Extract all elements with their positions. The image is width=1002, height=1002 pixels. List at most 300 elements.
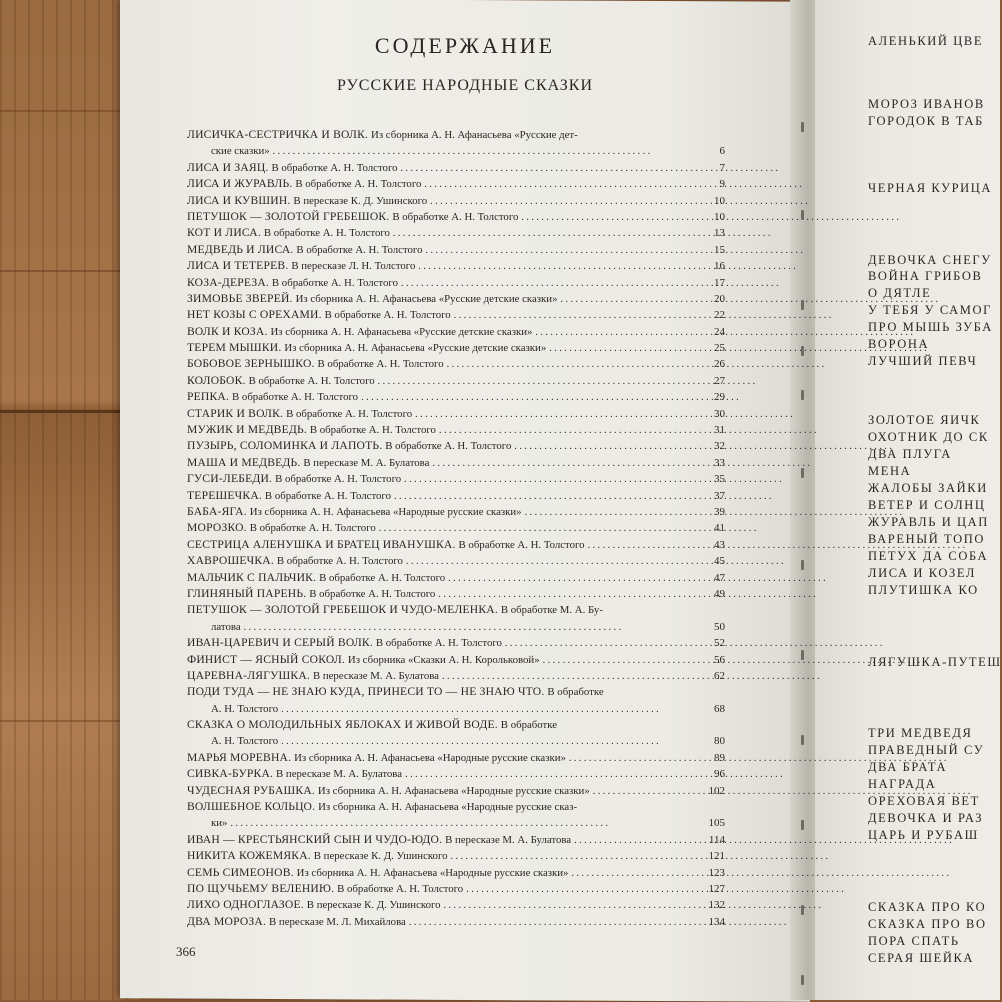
tale-source: ские сказки»	[211, 145, 270, 158]
toc-entry-text	[187, 783, 590, 799]
right-page-line: ЛЯГУШКА-ПУТЕШ	[868, 655, 1002, 669]
leader-dots	[379, 520, 706, 537]
right-page-line: ОХОТНИК ДО СК	[868, 430, 989, 444]
tale-title: КОЗА-ДЕРЕЗА.	[187, 275, 269, 289]
toc-entry	[187, 340, 725, 356]
tale-source: В обработке А. Н. Толстого	[375, 637, 502, 650]
tale-source: В обработке А. Н. Толстого	[276, 555, 403, 568]
toc-entry-text	[187, 209, 518, 225]
tale-source: В обработке А. Н. Толстого	[309, 587, 436, 600]
toc-page-number: 22	[714, 309, 725, 322]
tale-title: МАЛЬЧИК С ПАЛЬЧИК.	[187, 570, 317, 584]
toc-entry	[187, 733, 725, 749]
right-page-line: ЦАРЬ И РУБАШ	[868, 828, 979, 842]
toc-entry	[187, 242, 725, 258]
toc-page-number: 52	[714, 637, 725, 650]
right-page-line: ЛИСА И КОЗЕЛ	[868, 566, 976, 580]
leader-dots	[444, 897, 706, 914]
leader-dots	[535, 324, 706, 341]
tale-source: Из сборника А. Н. Афанасьева «Русские детские сказки»	[270, 325, 533, 338]
leader-dots	[394, 488, 706, 505]
tale-source: Из сборника А. Н. Афанасьева «Народные русские сказ-	[318, 801, 578, 814]
toc-entry-text	[187, 717, 557, 733]
toc-entry-text	[187, 586, 435, 602]
toc-page-number: 43	[714, 538, 725, 551]
tale-source: В обработке А. Н. Толстого	[271, 161, 398, 174]
tale-title: СИВКА-БУРКА.	[187, 767, 274, 781]
toc-entry-text	[187, 668, 439, 684]
right-page-line: ВЕТЕР И СОЛНЦ	[868, 498, 986, 512]
tale-title: ЛИХО ОДНОГЛАЗОЕ.	[187, 898, 304, 912]
right-page-line: ГОРОДОК В ТАБ	[868, 114, 984, 128]
toc-page-number: 25	[714, 342, 725, 355]
toc-entry	[187, 127, 725, 143]
wood-seam	[0, 270, 140, 272]
leader-dots	[401, 275, 706, 292]
toc-entry	[187, 570, 725, 586]
wooden-table	[0, 0, 140, 1000]
toc-entry	[187, 422, 725, 438]
toc-entry	[187, 832, 725, 848]
tale-source: В пересказе М. Л. Михайлова	[269, 915, 406, 928]
right-page-line: ЖУРАВЛЬ И ЦАП	[868, 515, 989, 529]
leader-dots	[404, 471, 706, 488]
leader-dots	[281, 701, 706, 718]
tale-title: ИВАН — КРЕСТЬЯНСКИЙ СЫН И ЧУДО-ЮДО.	[187, 832, 443, 846]
tale-title: ДВА МОРОЗА.	[187, 914, 267, 928]
toc-entry-text	[187, 635, 502, 651]
toc-page-number: 68	[714, 702, 725, 715]
tale-title: ВОЛК И КОЗА.	[187, 324, 268, 338]
leader-dots	[442, 668, 706, 685]
leader-dots	[451, 848, 706, 865]
toc-entry	[187, 455, 725, 471]
toc-entry-text	[211, 701, 278, 717]
toc-page-number: 127	[708, 882, 725, 895]
tale-title: СКАЗКА О МОЛОДИЛЬНЫХ ЯБЛОКАХ И ЖИВОЙ ВОДЕ.	[187, 718, 498, 732]
tale-source: А. Н. Толстого	[211, 735, 279, 748]
toc-entry-text	[187, 160, 398, 176]
section-subtitle: РУССКИЕ НАРОДНЫЕ СКАЗКИ	[336, 77, 594, 94]
stitch-mark	[801, 820, 804, 830]
right-page-line: ПОРА СПАТЬ	[868, 934, 960, 948]
right-page-line: ОРЕХОВАЯ ВЕТ	[868, 794, 980, 808]
tale-title: БОБОВОЕ ЗЕРНЫШКО.	[187, 357, 315, 371]
toc-entry	[187, 373, 725, 389]
tale-source: В обработке А. Н. Толстого	[249, 522, 376, 535]
toc-entry-text	[187, 914, 406, 930]
toc-entry	[187, 815, 725, 831]
tale-source: В обработке А. Н. Толстого	[309, 424, 436, 437]
toc-page-number: 89	[714, 751, 725, 764]
right-page-line: ВОЙНА ГРИБОВ	[868, 269, 983, 283]
toc-entry-text	[187, 684, 604, 700]
toc-page-number: 45	[714, 555, 725, 568]
toc-entry	[187, 553, 725, 569]
tale-title: ТЕРЕМ МЫШКИ.	[187, 341, 282, 355]
tale-source: Из сборника А. Н. Афанасьева «Народные русские сказки»	[249, 505, 522, 518]
leader-dots	[521, 209, 706, 226]
toc-entry-text	[187, 127, 578, 143]
toc-entry-text	[187, 455, 429, 471]
toc-page-number: 39	[714, 505, 725, 518]
tale-title: МУЖИК И МЕДВЕДЬ.	[187, 423, 307, 437]
right-page-line: ТРИ МЕДВЕДЯ	[868, 726, 973, 740]
tale-title: ПО ЩУЧЬЕМУ ВЕЛЕНИЮ.	[187, 881, 335, 895]
leader-dots	[574, 832, 706, 849]
toc-entry	[187, 356, 725, 372]
toc-entry	[187, 307, 725, 323]
tale-title: ИВАН-ЦАРЕВИЧ И СЕРЫЙ ВОЛК.	[187, 636, 373, 650]
page-number: 366	[176, 944, 196, 959]
leader-dots	[405, 766, 706, 783]
toc-page-number: 41	[714, 522, 725, 535]
toc-entry	[187, 176, 725, 192]
toc-entry	[187, 652, 725, 668]
leader-dots	[424, 176, 706, 193]
toc-entry-text	[187, 520, 376, 536]
toc-page-number: 20	[714, 292, 725, 305]
toc-entry	[187, 160, 725, 176]
toc-entry	[187, 504, 725, 520]
right-page-line: О ДЯТЛЕ	[868, 286, 932, 300]
toc-page-number: 49	[714, 587, 725, 600]
tale-title: РЕПКА.	[187, 390, 230, 404]
stitch-mark	[801, 735, 804, 745]
toc-page-number: 10	[714, 210, 725, 223]
toc-page-number: 37	[714, 489, 725, 502]
tale-title: ЗИМОВЬЕ ЗВЕРЕЙ.	[187, 291, 293, 305]
tale-title: НИКИТА КОЖЕМЯКА.	[187, 849, 311, 863]
toc-entry	[187, 537, 725, 553]
toc-entry-text	[187, 766, 402, 782]
toc-entry-text	[211, 619, 241, 635]
leader-dots	[438, 586, 706, 603]
toc-entry	[187, 258, 725, 274]
tale-title: ЛИСИЧКА-СЕСТРИЧКА И ВОЛК.	[187, 128, 369, 141]
tale-title: МАРЬЯ МОРЕВНА.	[187, 750, 292, 764]
right-page-line: ЧЕРНАЯ КУРИЦА	[868, 181, 992, 195]
tale-source: В обработке А. Н. Толстого	[296, 243, 423, 256]
leader-dots	[525, 504, 706, 521]
toc-entry	[187, 193, 725, 209]
tale-title: СТАРИК И ВОЛК.	[187, 406, 284, 420]
leader-dots	[244, 619, 706, 636]
toc-entry-text	[187, 242, 422, 258]
toc-entry-text	[187, 750, 566, 766]
tale-source: В обработке А. Н. Толстого	[319, 571, 446, 584]
toc-entry	[187, 799, 725, 815]
table-of-contents	[187, 127, 725, 930]
toc-page-number: 132	[708, 899, 725, 912]
toc-entry-text	[211, 733, 278, 749]
toc-page-number: 29	[714, 391, 725, 404]
leader-dots	[569, 750, 706, 767]
tale-source: А. Н. Толстого	[211, 702, 279, 715]
tale-title: ПОДИ ТУДА — НЕ ЗНАЮ КУДА, ПРИНЕСИ ТО — НЕ ЗНАЮ ЧТО.	[187, 685, 545, 699]
toc-entry-text	[187, 291, 557, 307]
toc-entry-text	[187, 570, 445, 586]
tale-source: Из сборника А. Н. Афанасьева «Народные русские сказки»	[296, 866, 569, 879]
tale-title: ФИНИСТ — ЯСНЫЙ СОКОЛ.	[187, 652, 346, 666]
tale-title: КОТ И ЛИСА.	[187, 226, 261, 240]
toc-entry-text	[187, 438, 511, 454]
toc-entry	[187, 750, 725, 766]
toc-entry	[187, 209, 725, 225]
toc-entry-text	[187, 422, 436, 438]
toc-entry	[187, 766, 725, 782]
leader-dots	[439, 422, 706, 439]
toc-entry-text	[211, 815, 227, 831]
right-page-line: ПЕТУХ ДА СОБА	[868, 549, 989, 563]
toc-entry-text	[187, 881, 463, 897]
tale-source: В пересказе Л. Н. Толстого	[291, 260, 416, 273]
tale-source: Из сборника А. Н. Афанасьева «Народные русские сказки»	[294, 751, 566, 764]
right-page-line: СКАЗКА ПРО ВО	[868, 917, 987, 931]
tale-source: В обработке А. Н. Толстого	[286, 407, 413, 420]
right-page-line: СКАЗКА ПРО КО	[868, 900, 987, 914]
toc-page-number: 27	[714, 374, 725, 387]
tale-title: ЛИСА И ЖУРАВЛЬ.	[187, 177, 293, 191]
tale-title: ГУСИ-ЛЕБЕДИ.	[187, 472, 273, 486]
stitch-mark	[801, 346, 804, 356]
toc-entry-text	[187, 406, 412, 422]
toc-entry-text	[187, 176, 421, 192]
toc-entry	[187, 406, 725, 422]
tale-source: В пересказе М. А. Булатова	[303, 456, 430, 469]
tale-source: В обработке М. А. Бу-	[500, 604, 603, 617]
leader-dots	[401, 160, 707, 177]
toc-page-number: 13	[714, 227, 725, 240]
tale-source: ки»	[211, 817, 228, 830]
toc-page-number: 26	[714, 358, 725, 371]
tale-source: В обработке А. Н. Толстого	[271, 276, 398, 289]
tale-title: НЕТ КОЗЫ С ОРЕХАМИ.	[187, 308, 322, 322]
tale-source: В обработке А. Н. Толстого	[317, 358, 444, 371]
right-page-line: ДВА ПЛУГА	[868, 447, 952, 461]
leader-dots	[406, 553, 706, 570]
tale-source: латова	[211, 620, 241, 633]
toc-page-number: 123	[708, 866, 725, 879]
tale-source: В пересказе К. Д. Ушинского	[313, 850, 448, 863]
tale-source: В обработке А. Н. Толстого	[458, 538, 585, 551]
tale-source: В обработке А. Н. Толстого	[385, 440, 512, 453]
toc-entry	[187, 389, 725, 405]
tale-source: В обработке	[500, 719, 558, 732]
tale-title: ЛИСА И ТЕТЕРЕВ.	[187, 259, 289, 273]
leader-dots	[505, 635, 706, 652]
toc-entry	[187, 488, 725, 504]
tale-title: МОРОЗКО.	[187, 521, 247, 535]
toc-page-number: 35	[714, 473, 725, 486]
toc-entry-text	[187, 193, 427, 209]
tale-source: В обработке А. Н. Толстого	[264, 489, 391, 502]
toc-entry	[187, 586, 725, 602]
stitch-mark	[801, 468, 804, 478]
tale-source: В обработке А. Н. Толстого	[263, 227, 390, 240]
toc-page-number: 31	[714, 424, 725, 437]
right-page-line: ПРАВЕДНЫЙ СУ	[868, 743, 985, 757]
tale-source: Из сборника А. Н. Афанасьева «Русские дет-	[371, 129, 578, 141]
toc-entry	[187, 143, 725, 159]
leader-dots	[448, 570, 706, 587]
toc-page-number: 16	[714, 260, 725, 273]
toc-page-number: 105	[708, 817, 725, 830]
tale-title: ГЛИНЯНЫЙ ПАРЕНЬ.	[187, 586, 307, 600]
leader-dots	[273, 143, 706, 160]
toc-page-number: 17	[714, 276, 725, 289]
toc-page-number: 102	[708, 784, 725, 797]
right-page-line: МЕНА	[868, 464, 912, 478]
toc-entry	[187, 848, 725, 864]
leader-dots	[281, 733, 706, 750]
leader-dots	[549, 340, 706, 357]
toc-entry-text	[187, 553, 403, 569]
stitch-mark	[801, 560, 804, 570]
right-page-line: ЛУЧШИЙ ПЕВЧ	[868, 354, 978, 368]
toc-page-number: 33	[714, 456, 725, 469]
toc-page-number: 96	[714, 768, 725, 781]
tale-title: ХАВРОШЕЧКА.	[187, 554, 274, 568]
leader-dots	[447, 356, 706, 373]
toc-entry	[187, 619, 725, 635]
toc-page-number: 56	[714, 653, 725, 666]
toc-entry	[187, 471, 725, 487]
toc-entry-text	[187, 602, 603, 618]
toc-entry	[187, 635, 725, 651]
toc-page-number: 7	[719, 161, 725, 174]
toc-entry	[187, 717, 725, 733]
tale-title: ТЕРЕШЕЧКА.	[187, 488, 263, 502]
toc-entry-text	[187, 307, 451, 323]
toc-entry-text	[211, 143, 270, 159]
toc-page-number: 24	[714, 325, 725, 338]
stitch-mark	[801, 122, 804, 132]
right-page-line: ЖАЛОБЫ ЗАЙКИ	[868, 481, 988, 495]
leader-dots	[454, 307, 706, 324]
toc-entry-text	[187, 275, 398, 291]
right-page-line: АЛЕНЬКИЙ ЦВЕ	[868, 34, 984, 48]
wood-seam	[0, 720, 140, 722]
toc-entry-text	[187, 258, 415, 274]
right-page-line: ДВА БРАТА	[868, 760, 948, 774]
toc-page-number: 121	[708, 850, 725, 863]
leader-dots	[409, 914, 706, 931]
right-page-line: НАГРАДА	[868, 777, 937, 791]
right-page-line: ЗОЛОТОЕ ЯИЧК	[868, 413, 981, 427]
tale-title: БАБА-ЯГА.	[187, 504, 247, 518]
leader-dots	[466, 881, 705, 898]
leader-dots	[230, 815, 705, 832]
tale-title: МАША И МЕДВЕДЬ.	[187, 455, 301, 469]
toc-entry-text	[187, 340, 546, 356]
wood-seam	[0, 110, 140, 112]
toc-entry-text	[187, 488, 391, 504]
tale-source: В пересказе М. А. Булатова	[445, 833, 572, 846]
toc-page-number: 47	[714, 571, 725, 584]
toc-page-number: 114	[708, 833, 725, 846]
toc-entry-text	[187, 832, 571, 848]
tale-title: КОЛОБОК.	[187, 373, 246, 387]
tale-source: В обработке А. Н. Толстого	[295, 178, 422, 191]
page-title: СОДЕРЖАНИЕ	[374, 33, 556, 58]
tale-source: В обработке А. Н. Толстого	[232, 391, 359, 404]
toc-entry	[187, 914, 725, 930]
toc-entry	[187, 897, 725, 913]
toc-page-number: 32	[714, 440, 725, 453]
right-page-line: МОРОЗ ИВАНОВ	[868, 97, 985, 111]
right-page-line: ВОРОНА	[868, 337, 930, 351]
tale-title: СЕМЬ СИМЕОНОВ.	[187, 865, 294, 879]
toc-entry-text	[187, 865, 568, 881]
toc-entry-text	[187, 471, 401, 487]
toc-entry	[187, 291, 725, 307]
toc-entry	[187, 225, 725, 241]
toc-entry	[187, 684, 725, 700]
stitch-mark	[801, 650, 804, 660]
toc-entry	[187, 520, 725, 536]
right-page-line: ПРО МЫШЬ ЗУБА	[868, 320, 993, 334]
leader-dots	[543, 652, 706, 669]
toc-entry-text	[187, 356, 444, 372]
leader-dots	[425, 242, 706, 259]
stitch-mark	[801, 300, 804, 310]
toc-entry	[187, 438, 725, 454]
tale-source: В пересказе М. А. Булатова	[312, 669, 439, 682]
toc-entry	[187, 865, 725, 881]
tale-source: В обработке	[547, 686, 604, 699]
toc-entry-text	[187, 848, 448, 864]
tale-source: Из сборника «Сказки А. Н. Корольковой»	[347, 653, 540, 666]
toc-entry-text	[187, 225, 390, 241]
toc-page-number: 9	[719, 178, 725, 191]
toc-page-number: 80	[714, 735, 725, 748]
toc-page-number: 62	[714, 669, 725, 682]
tale-source: В пересказе К. Д. Ушинского	[293, 194, 428, 207]
right-page-line: У ТЕБЯ У САМОГ	[868, 303, 992, 317]
stitch-mark	[801, 975, 804, 985]
right-page-line: ВАРЕНЫЙ ТОПО	[868, 532, 985, 546]
tale-source: В обработке А. Н. Толстого	[337, 882, 464, 895]
toc-entry	[187, 275, 725, 291]
tale-source: В обработке А. Н. Толстого	[324, 309, 451, 322]
tale-title: ПЕТУШОК — ЗОЛОТОЙ ГРЕБЕШОК.	[187, 209, 390, 223]
toc-page-number: 50	[714, 620, 725, 633]
stitch-mark	[801, 210, 804, 220]
toc-page-number: 15	[714, 243, 725, 256]
toc-page-number: 10	[714, 194, 725, 207]
toc-entry	[187, 668, 725, 684]
tale-title: ПУЗЫРЬ, СОЛОМИНКА И ЛАПОТЬ.	[187, 439, 383, 453]
tale-title: ПЕТУШОК — ЗОЛОТОЙ ГРЕБЕШОК И ЧУДО-МЕЛЕНКА.	[187, 603, 498, 617]
toc-entry-text	[187, 389, 358, 405]
leader-dots	[593, 783, 706, 800]
leader-dots	[430, 193, 706, 210]
tale-source: В пересказе М. А. Булатова	[276, 768, 403, 781]
tale-source: В обработке А. Н. Толстого	[248, 374, 375, 387]
tale-title: ЛИСА И ЗАЯЦ.	[187, 160, 269, 174]
toc-entry-text	[187, 652, 540, 668]
stitch-mark	[801, 905, 804, 915]
tale-title: ЛИСА И КУВШИН.	[187, 193, 291, 207]
tale-source: Из сборника А. Н. Афанасьева «Народные русские сказки»	[317, 784, 590, 797]
tale-source: В обработке А. Н. Толстого	[275, 473, 402, 486]
wood-seam	[0, 410, 140, 413]
toc-page-number: 6	[719, 145, 725, 158]
toc-entry	[187, 324, 725, 340]
toc-entry-text	[187, 537, 585, 553]
tale-source: В обработке А. Н. Толстого	[392, 210, 519, 223]
